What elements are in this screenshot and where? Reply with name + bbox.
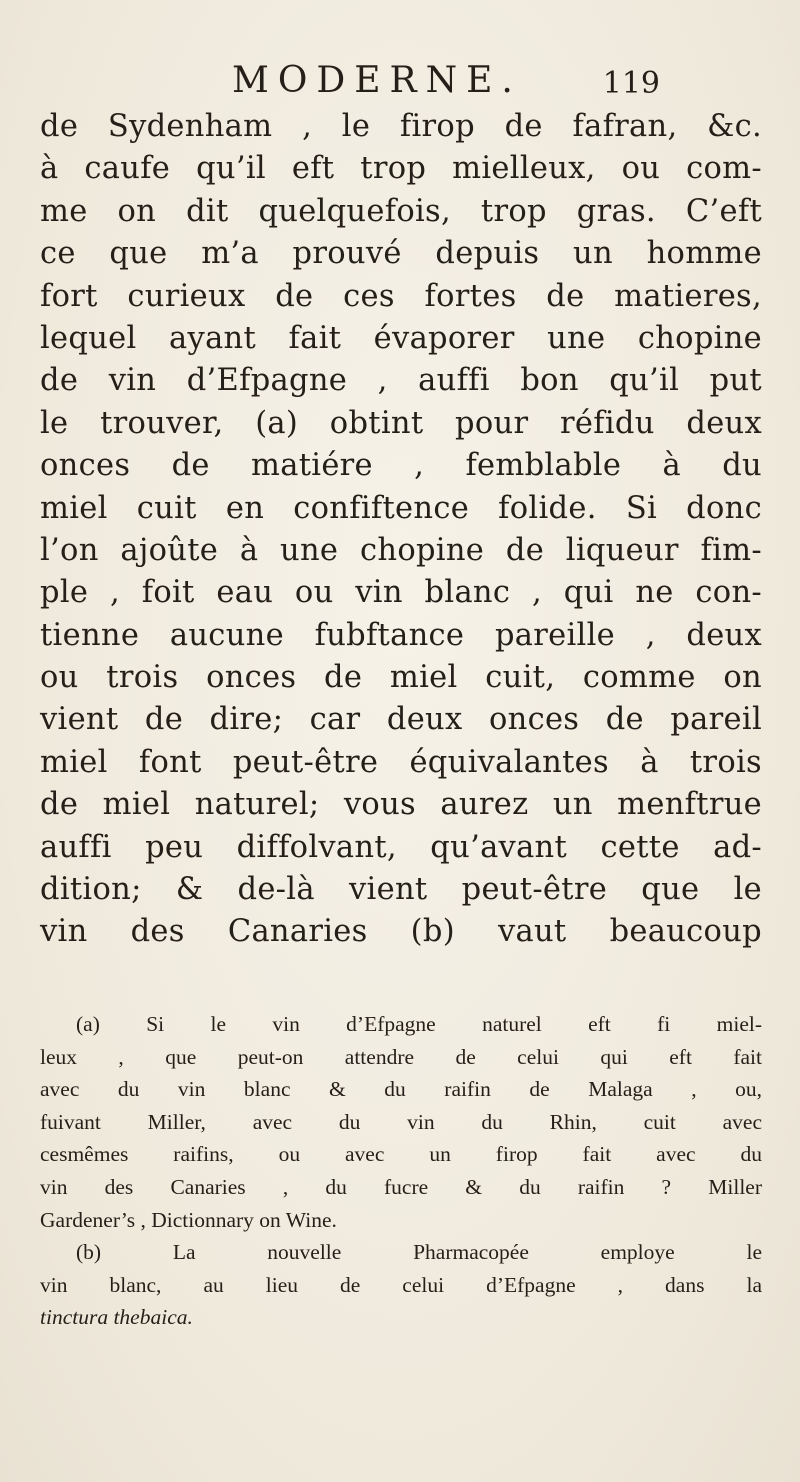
text-line: de miel naturel; vous aurez un menftrue: [40, 787, 762, 823]
footnote-a-line: fuivant Miller, avec du vin du Rhin, cuit avec: [40, 1109, 762, 1134]
text-line: l’on ajoûte à une chopine de liqueur fim-: [40, 532, 762, 568]
text-line: vient de dire; car deux onces de pareil: [40, 702, 762, 738]
text-line: miel cuit en confiftence folide. Si donc: [40, 490, 762, 526]
text-line: à caufe qu’il eft trop mielleux, ou com-: [40, 151, 762, 187]
text-line: tienne aucune fubftance pareille , deux: [40, 617, 762, 653]
running-head: MODERNE.: [232, 60, 522, 101]
footnote-b-line: vin blanc, au lieu de celui d’Efpagne , dans la: [40, 1272, 762, 1297]
footnote-b-line: (b) La nouvelle Pharmacopée employe le: [76, 1240, 762, 1265]
footnote-b-line: tinctura thebaica.: [40, 1305, 193, 1330]
text-line: auffi peu diffolvant, qu’avant cette ad-: [40, 829, 762, 865]
text-line: onces de matiére , femblable à du: [40, 448, 762, 484]
text-line: vin des Canaries (b) vaut beaucoup: [40, 914, 762, 950]
footnote-a-line: leux , que peut-on attendre de celui qui eft fait: [40, 1044, 762, 1069]
footnote-a-line: vin des Canaries , du fucre & du raifin ? Miller: [40, 1174, 762, 1199]
text-line: ou trois onces de miel cuit, comme on: [40, 660, 762, 696]
footnote-a-line: cesmêmes raifins, ou avec un firop fait avec du: [40, 1142, 762, 1167]
text-line: de vin d’Efpagne , auffi bon qu’il put: [40, 363, 762, 399]
footnotes: [40, 1008, 762, 1334]
text-line: me on dit quelquefois, trop gras. C’eft: [40, 193, 762, 229]
footnote-a-line: (a) Si le vin d’Efpagne naturel eft fi miel-: [76, 1012, 762, 1036]
footnote-a-line: avec du vin blanc & du raifin de Malaga , ou,: [40, 1077, 762, 1102]
text-line: miel font peut-être équivalantes à trois: [40, 744, 762, 780]
text-line: lequel ayant fait évaporer une chopine: [40, 320, 762, 356]
text-line: ple , foit eau ou vin blanc , qui ne con-: [40, 575, 762, 611]
text-line: de Sydenham , le firop de fafran, &c.: [40, 109, 762, 144]
page-number: 119: [602, 66, 660, 101]
footnote-a-line: Gardener’s , Dictionnary on Wine.: [40, 1207, 337, 1232]
text-line: le trouver, (a) obtint pour réfidu deux: [40, 405, 762, 441]
text-line: dition; & de-là vient peut-être que le: [40, 872, 762, 908]
text-line: fort curieux de ces fortes de matieres,: [40, 278, 762, 314]
page-header: [200, 60, 660, 110]
main-text: [40, 106, 762, 954]
text-line: ce que m’a prouvé depuis un homme: [40, 236, 762, 272]
